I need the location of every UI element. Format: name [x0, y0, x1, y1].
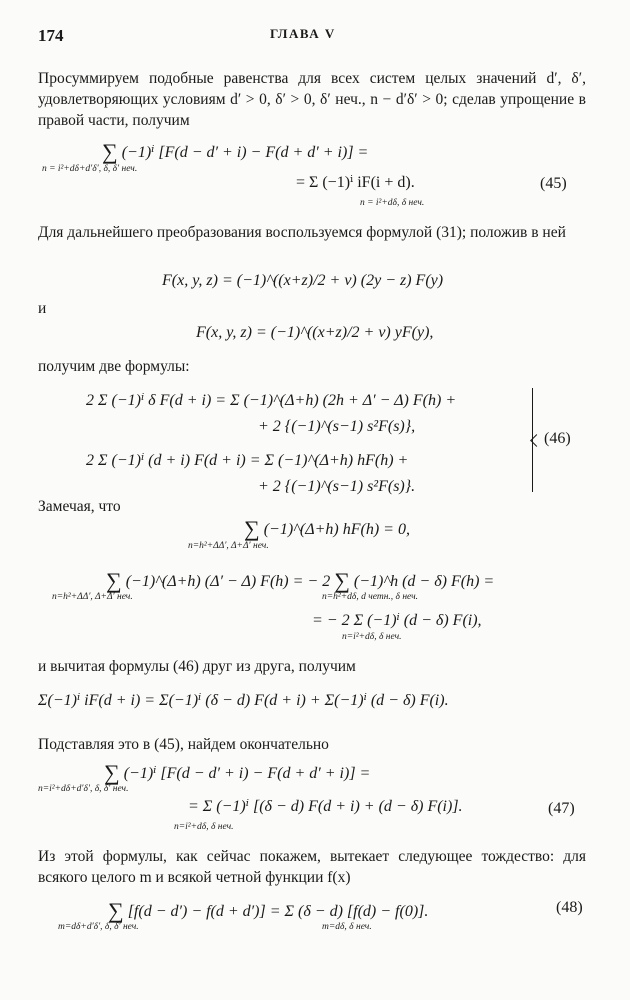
eq45-expr-1: (−1)ⁱ [F(d − d′ + i) − F(d + d′ + i)] =	[121, 144, 369, 161]
transform-expr-2: (−1)^h (d − δ) F(h) =	[353, 573, 495, 590]
eq48-line	[108, 896, 428, 922]
eq48-sub-1: m=dδ+d′δ′, δ, δ′ неч.	[58, 922, 139, 932]
eq47-line-2: = Σ (−1)ⁱ [(δ − d) F(d + i) + (d − δ) F(i)].	[188, 798, 463, 815]
paragraph-7: Подставляя это в (45), найдем окончательно	[38, 736, 329, 753]
eq48-number: (48)	[556, 899, 583, 916]
transform-sub-2: n=h²+dδ, d четн., δ неч.	[322, 592, 419, 602]
paragraph-3: и	[38, 300, 47, 317]
eq46-line-3: 2 Σ (−1)ⁱ (d + i) F(d + i) = Σ (−1)^(Δ+h) hF(h) +	[86, 452, 409, 469]
paragraph-6: и вычитая формулы (46) друг из друга, получим	[38, 658, 356, 675]
transform-sub-3: n=i²+dδ, δ неч.	[342, 632, 402, 642]
eq45-line-2: = Σ (−1)ⁱ iF(i + d).	[296, 174, 415, 191]
eq47-sub-1: n=i²+dδ+d′δ′, δ, δ′ неч.	[38, 784, 129, 794]
eq45-number: (45)	[540, 175, 567, 192]
formula-1: F(x, y, z) = (−1)^((x+z)/2 + v) (2y − z) F(y)	[162, 272, 444, 289]
sum-sign: ∑	[108, 898, 124, 923]
eq45-sub-1: n = i²+dδ+d′δ′, δ, δ′ неч.	[42, 164, 138, 174]
transform-sub-1: n=h²+ΔΔ′, Δ+Δ′ неч.	[52, 592, 133, 602]
sum-sign: ∑	[334, 568, 350, 593]
eq48-expr: [f(d − d′) − f(d + d′)] = Σ (δ − d) [f(d) − f(0)].	[127, 903, 429, 920]
eq46-number: (46)	[544, 430, 571, 447]
eq46-line-1: 2 Σ (−1)ⁱ δ F(d + i) = Σ (−1)^(Δ+h) (2h + Δ′ − Δ) F(h) +	[86, 392, 457, 409]
formula-2: F(x, y, z) = (−1)^((x+z)/2 + v) yF(y),	[196, 324, 434, 341]
eq47-expr-1: (−1)ⁱ [F(d − d′ + i) − F(d + d′ + i)] =	[123, 765, 371, 782]
sum-sign: ∑	[104, 760, 120, 785]
eq45-sub-2: n = i²+dδ, δ неч.	[360, 198, 425, 208]
zero-sum-sub: n=h²+ΔΔ′, Δ+Δ′ неч.	[188, 541, 269, 551]
system-brace	[522, 388, 533, 492]
paragraph-4: получим две формулы:	[38, 358, 190, 375]
eq48-sub-2: m=dδ, δ неч.	[322, 922, 372, 932]
page-number: 174	[38, 26, 64, 45]
sum-sign: ∑	[244, 516, 260, 541]
result-identity: Σ(−1)ⁱ iF(d + i) = Σ(−1)ⁱ (δ − d) F(d + i) + Σ(−1)ⁱ (d − δ) F(i).	[38, 692, 449, 709]
eq46-line-2: + 2 {(−1)^(s−1) s²F(s)},	[258, 418, 416, 435]
sum-sign: ∑	[102, 139, 118, 164]
eq45-line-1	[102, 137, 368, 163]
sum-sign: ∑	[106, 568, 122, 593]
paragraph-5: Замечая, что	[38, 498, 121, 515]
eq47-line-1	[104, 758, 370, 784]
paragraph-2: Для дальнейшего преобразования воспользуемся формулой (31); положив в ней	[38, 224, 566, 241]
eq47-number: (47)	[548, 800, 575, 817]
eq46-line-4: + 2 {(−1)^(s−1) s²F(s)}.	[258, 478, 416, 495]
transform-expr-1: (−1)^(Δ+h) (Δ′ − Δ) F(h) = − 2	[125, 573, 331, 590]
transform-line-2: = − 2 Σ (−1)ⁱ (d − δ) F(i),	[312, 612, 482, 629]
paragraph-1: Просуммируем подобные равенства для всех систем целых значений d′, δ′, удовлетворяющих условиям d′ > 0, δ′ > 0, δ′ неч., n − d′δ′ > 0; сделав упрощение в правой части, получим	[38, 70, 586, 129]
eq47-sub-2: n=i²+dδ, δ неч.	[174, 822, 234, 832]
zero-sum-line	[244, 514, 410, 540]
running-title: ГЛАВА V	[270, 26, 336, 41]
transform-line-1	[106, 566, 494, 592]
zero-sum-expr: (−1)^(Δ+h) hF(h) = 0,	[263, 521, 410, 538]
paragraph-8: Из этой формулы, как сейчас покажем, вытекает следующее тождество: для всякого целого m и всякой четной функции f(x)	[38, 848, 586, 886]
